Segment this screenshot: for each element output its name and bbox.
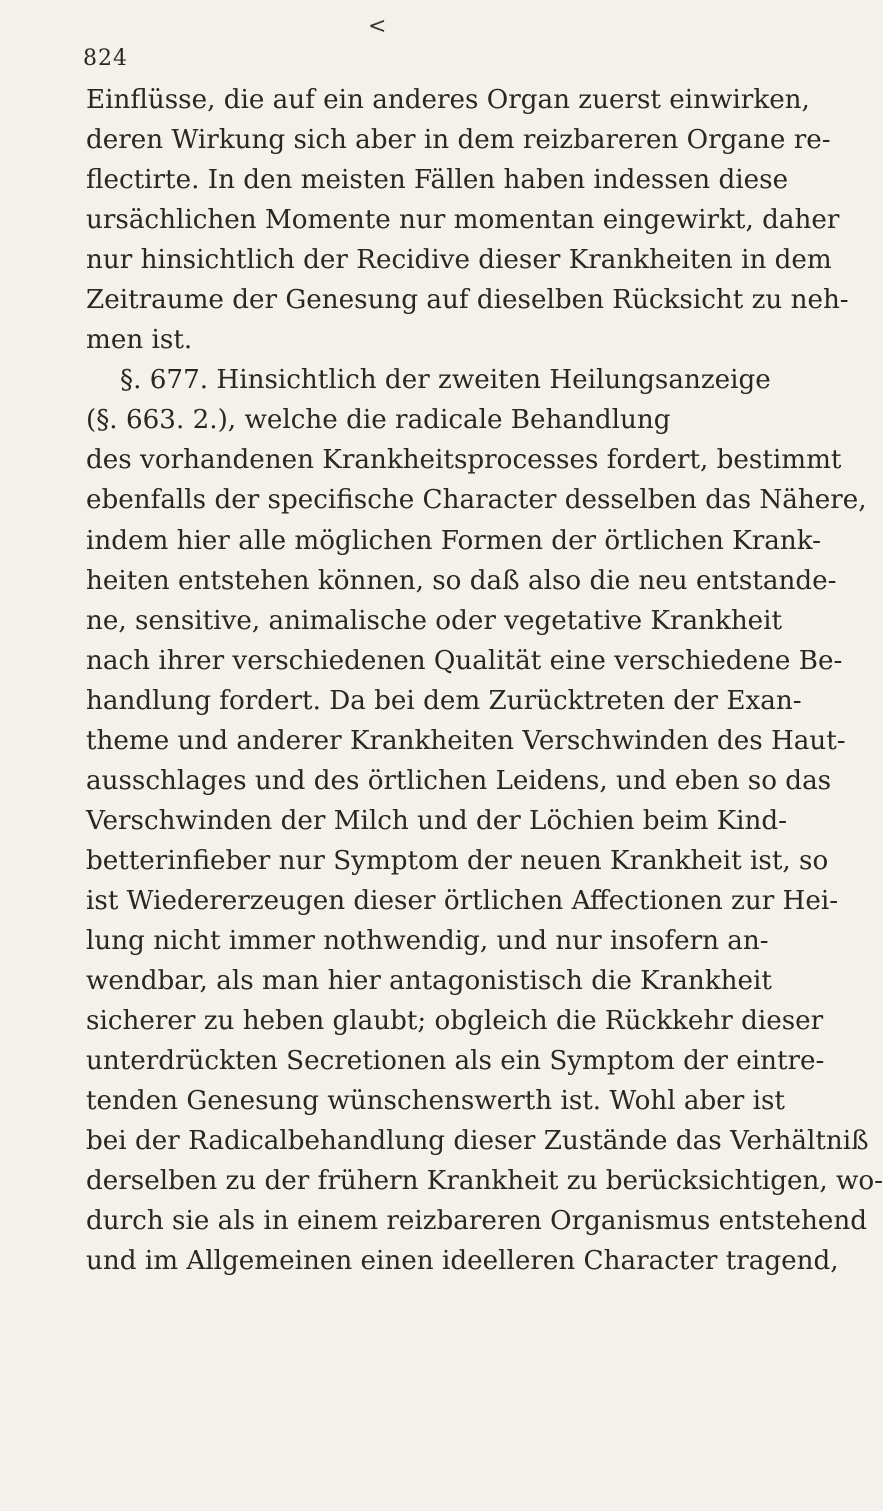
text-line: lung nicht immer nothwendig, und nur insofern an- <box>86 925 769 956</box>
text-line: wendbar, als man hier antagonistisch die Krankheit <box>86 966 772 997</box>
text-line: ursächlichen Momente nur momentan eingewirkt, daher <box>86 205 840 236</box>
text-line: §. 677. Hinsichtlich der zweiten Heilungsanzeige <box>120 365 771 396</box>
text-line: indem hier alle möglichen Formen der örtlichen Krank- <box>86 525 822 556</box>
text-line: durch sie als in einem reizbareren Organismus entstehend <box>86 1206 867 1237</box>
text-line: deren Wirkung sich aber in dem reizbareren Organe re- <box>86 125 831 156</box>
text-line: men ist. <box>86 325 193 356</box>
page-number: 824 <box>83 46 128 71</box>
text-line: derselben zu der frühern Krankheit zu berücksichtigen, wo- <box>86 1166 883 1197</box>
text-line: Zeitraume der Genesung auf dieselben Rücksicht zu neh- <box>86 285 849 316</box>
text-line: nach ihrer verschiedenen Qualität eine verschiedene Be- <box>86 645 843 676</box>
text-line: ne, sensitive, animalische oder vegetative Krankheit <box>86 605 783 636</box>
text-line: unterdrückten Secretionen als ein Symptom der eintre- <box>86 1046 825 1077</box>
body-text <box>86 80 883 1281</box>
text-line: sicherer zu heben glaubt; obgleich die Rückkehr dieser <box>86 1006 824 1037</box>
text-line: ausschlages und des örtlichen Leidens, und eben so das <box>86 765 832 796</box>
text-line: ist Wiedererzeugen dieser örtlichen Affectionen zur Hei- <box>86 885 839 916</box>
text-line: und im Allgemeinen einen ideelleren Character tragend, <box>86 1246 839 1277</box>
text-line: (§. 663. 2.), welche die radicale Behandlung <box>86 405 671 436</box>
text-line: bei der Radicalbehandlung dieser Zustände das Verhältniß <box>86 1126 869 1157</box>
text-line: betterinfieber nur Symptom der neuen Krankheit ist, so <box>86 845 829 876</box>
text-line: tenden Genesung wünschenswerth ist. Wohl aber ist <box>86 1086 785 1117</box>
page-mark: < <box>368 14 387 39</box>
text-line: ebenfalls der specifische Character desselben das Nähere, <box>86 485 867 516</box>
text-line: nur hinsichtlich der Recidive dieser Krankheiten in dem <box>86 245 832 276</box>
text-line: heiten entstehen können, so daß also die neu entstande- <box>86 565 837 596</box>
text-line: flectirte. In den meisten Fällen haben indessen diese <box>86 165 789 196</box>
text-line: des vorhandenen Krankheitsprocesses fordert, bestimmt <box>86 445 842 476</box>
text-line: handlung fordert. Da bei dem Zurücktreten der Exan- <box>86 685 802 716</box>
text-line: Verschwinden der Milch und der Löchien beim Kind- <box>86 805 788 836</box>
text-line: Einflüsse, die auf ein anderes Organ zuerst einwirken, <box>86 85 810 115</box>
text-line: theme und anderer Krankheiten Verschwinden des Haut- <box>86 725 846 756</box>
